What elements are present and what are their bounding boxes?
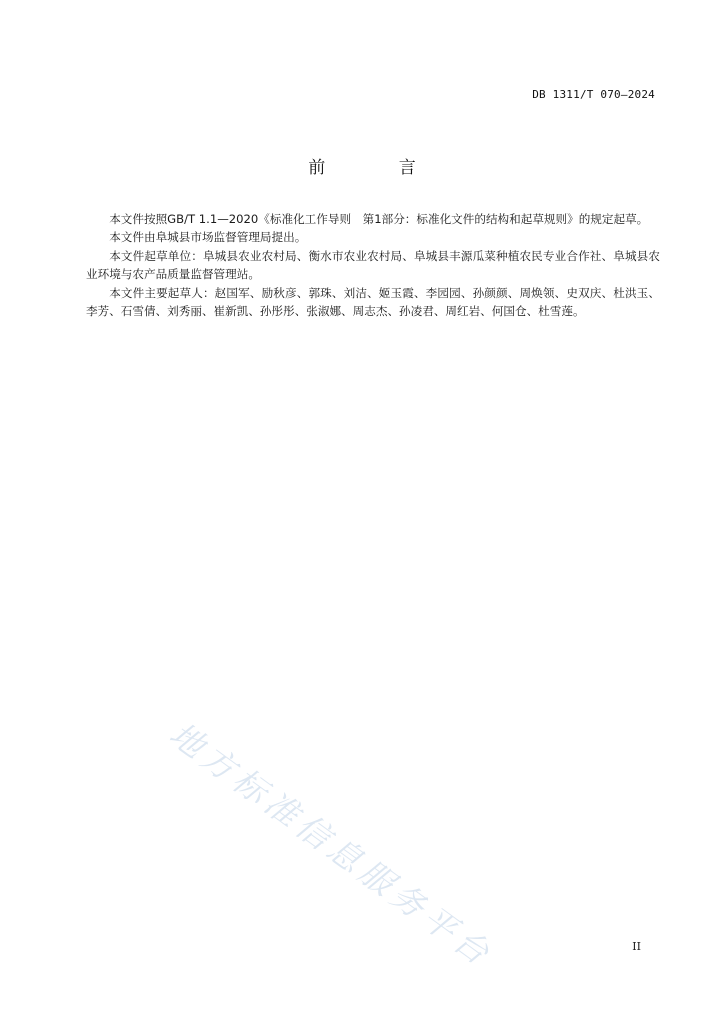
standard-code: DB 1311/T 070—2024 (532, 88, 655, 101)
paragraph-drafters: 本文件主要起草人：赵国军、励秋彦、郭珠、刘洁、姬玉霞、李园园、孙颜颜、周焕领、史双庆、杜洪玉、李芳、石雪倩、刘秀丽、崔新凯、孙彤彤、张淑娜、周志杰、孙凌君、周红岩、何国仓、杜雪莲。 (86, 285, 660, 319)
page-title: 前 言 (308, 158, 450, 178)
paragraph-proposer: 本文件由阜城县市场监督管理局提出。 (109, 230, 307, 245)
paragraph-drafting-rules: 本文件按照GB/T 1.1—2020《标准化工作导则 第1部分：标准化文件的结构和起草规则》的规定起草。 (109, 212, 649, 226)
page-number: II (632, 940, 641, 953)
paragraph-drafting-units: 本文件起草单位：阜城县农业农村局、衡水市农业农村局、阜城县丰源瓜菜种植农民专业合作社、阜城县农业环境与农产品质量监督管理站。 (86, 248, 660, 282)
foreword-body (86, 210, 660, 320)
watermark: 地方标准信息服务平台 (162, 714, 501, 976)
